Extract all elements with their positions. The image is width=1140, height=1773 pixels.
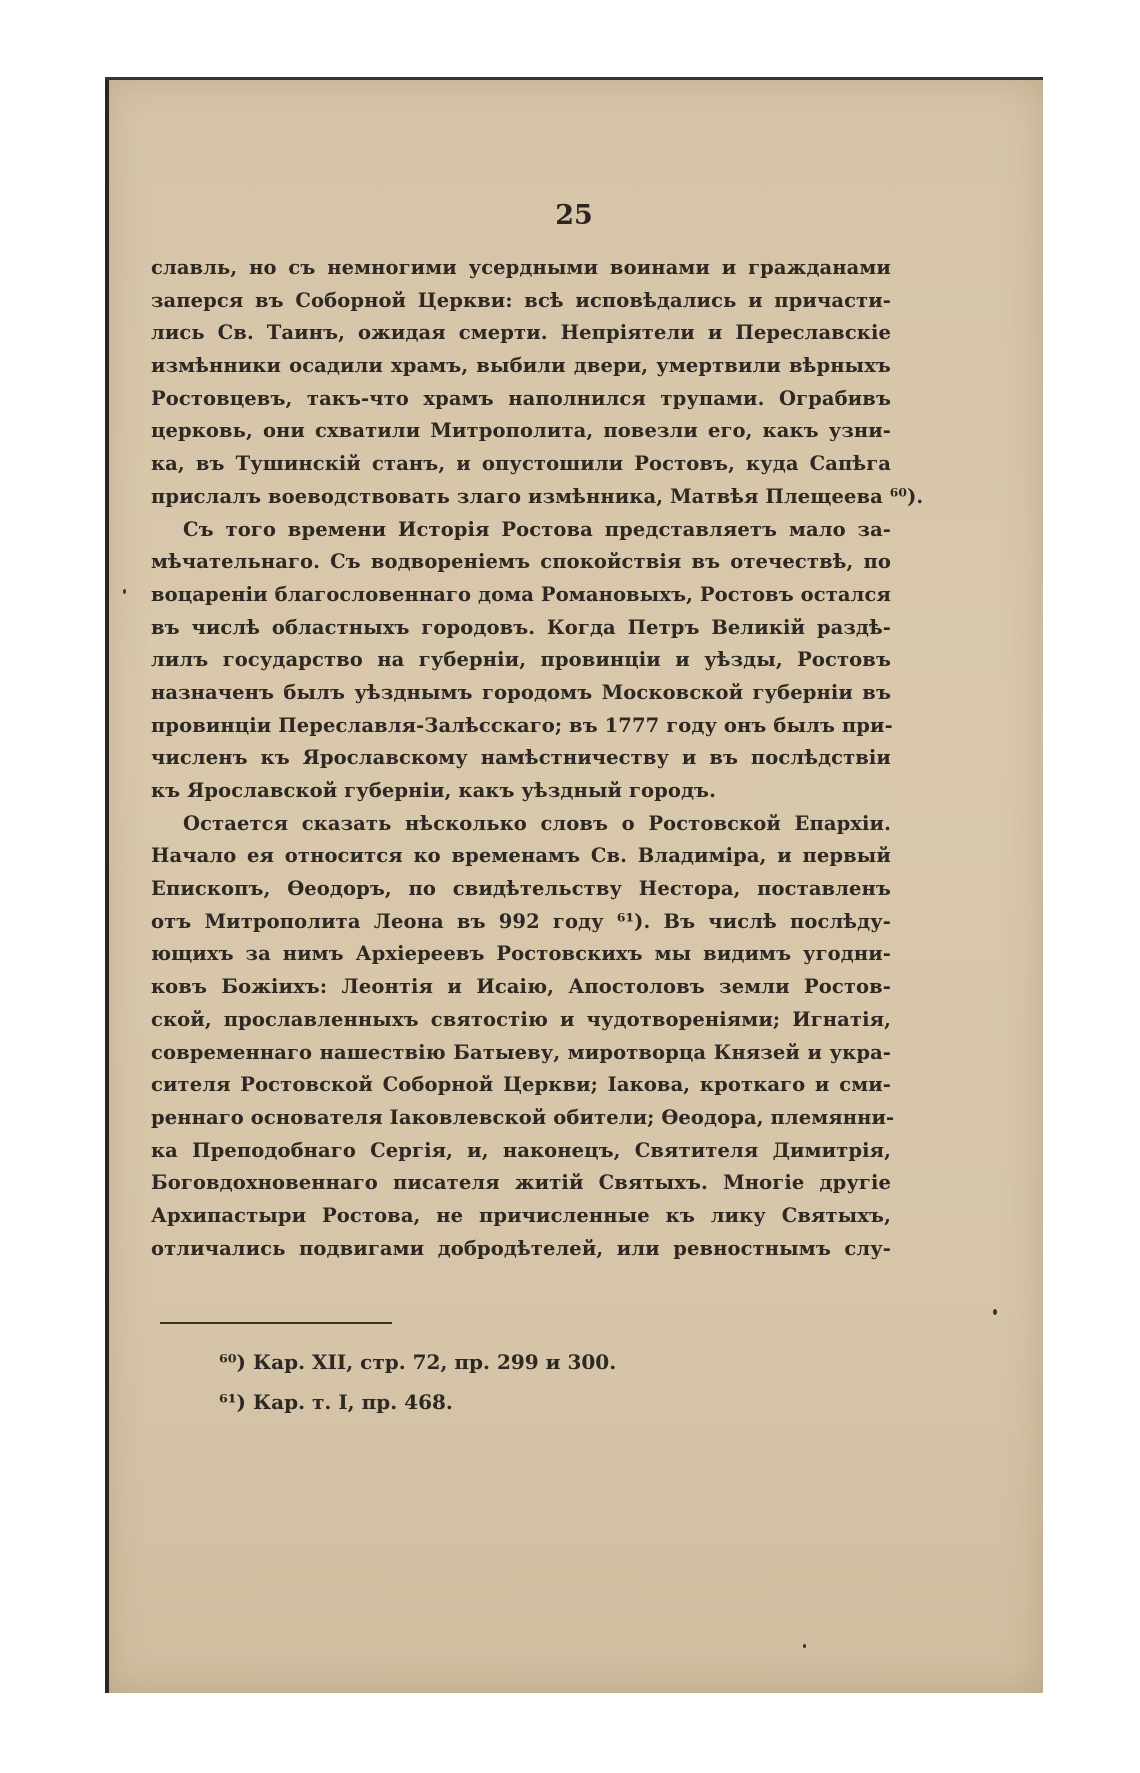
text-line: ка, въ Тушинскій станъ, и опустошили Ростовъ, куда Сапѣга [151,452,891,476]
paper-speck [123,589,126,594]
page-top-edge [105,77,1043,80]
page-left-edge [105,77,109,1693]
text-line: Епископъ, Ѳеодоръ, по свидѣтельству Нестора, поставленъ [151,877,891,901]
text-line: славль, но съ немногими усердными воинами и гражданами [151,256,891,279]
text-line: лилъ государство на губерніи, провинціи и уѣзды, Ростовъ [151,648,891,672]
paper-speck [803,1644,806,1648]
text-line: реннаго основателя Іаковлевской обители; Ѳеодора, племянни- [151,1105,895,1129]
text-line: Остается сказать нѣсколько словъ о Ростовской Епархіи. [183,811,891,835]
text-line: измѣнники осадили храмъ, выбили двери, умертвили вѣрныхъ [151,354,891,378]
text-line: заперся въ Соборной Церкви: всѣ исповѣдались и причасти- [151,288,891,312]
text-line: въ числѣ областныхъ городовъ. Когда Петръ Великій раздѣ- [151,615,891,639]
text-line: ка Преподобнаго Сергія, и, наконецъ, Святителя Димитрія, [151,1138,891,1162]
body-text [151,252,924,1265]
text-line: ковъ Божіихъ: Леонтія и Исаію, Апостоловъ земли Ростов- [151,975,891,999]
text-line: Архипастыри Ростова, не причисленные къ лику Святыхъ, [151,1203,891,1227]
text-line: современнаго нашествію Батыеву, миротворца Князей и укра- [151,1040,891,1064]
text-line: церковь, они схватили Митрополита, повезли его, какъ узни- [151,419,891,443]
text-line: воцареніи благословеннаго дома Романовыхъ, Ростовъ остался [151,582,891,606]
footnote-rule [160,1322,392,1324]
text-line: провинціи Переславля-Залѣсскаго; въ 1777 году онъ былъ при- [151,713,893,737]
text-line: отъ Митрополита Леона въ 992 году ⁶¹). Въ числѣ послѣду- [151,909,891,933]
page-number: 25 [555,200,593,231]
footnote-60: ⁶⁰) Кар. XII, стр. 72, пр. 299 и 300. [219,1350,617,1374]
text-line: Начало ея относится ко временамъ Св. Владиміра, и первый [151,844,891,868]
scanned-page [105,77,1043,1693]
text-line: сителя Ростовской Соборной Церкви; Іакова, кроткаго и сми- [151,1073,891,1097]
text-line: лись Св. Таинъ, ожидая смерти. Непріятели и Переславскіе [151,321,891,345]
text-line: прислалъ воеводствовать злаго измѣнника, Матвѣя Плещеева ⁶⁰). [151,484,924,508]
text-line: мѣчательнаго. Съ водвореніемъ спокойствія въ отечествѣ, по [151,550,891,574]
text-line: Боговдохновеннаго писателя житій Святыхъ. Многіе другіе [151,1171,891,1195]
paper-speck [993,1309,997,1315]
text-line: назначенъ былъ уѣзднымъ городомъ Московской губерніи въ [151,680,891,704]
text-line: Ростовцевъ, такъ-что храмъ наполнился трупами. Ограбивъ [151,386,891,410]
text-line: къ Ярославской губерніи, какъ уѣздный городъ. [151,779,716,802]
footnote-61: ⁶¹) Кар. т. I, пр. 468. [219,1390,453,1414]
text-line: численъ къ Ярославскому намѣстничеству и въ послѣдствіи [151,746,891,770]
text-line: ской, прославленныхъ святостію и чудотвореніями; Игнатія, [151,1007,891,1031]
text-line: отличались подвигами добродѣтелей, или ревностнымъ слу- [151,1236,891,1260]
text-line: Съ того времени Исторія Ростова представляетъ мало за- [183,517,891,541]
text-line: ющихъ за нимъ Архіереевъ Ростовскихъ мы видимъ угодни- [151,942,891,966]
footnotes [219,1342,616,1422]
